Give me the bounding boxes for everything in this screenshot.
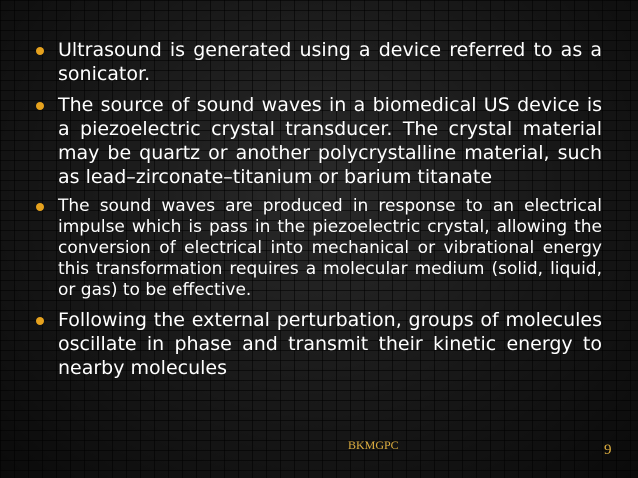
- bullet-item: [34, 38, 602, 86]
- bullet-text: The source of sound waves in a biomedical US device is a piezoelectric crystal transducer. The crystal material may be quartz or another polycrystalline material, such as lead–zirconate–titanium or barium titanate: [58, 94, 602, 188]
- bullet-item: [34, 93, 602, 189]
- bullet-dot-icon: [36, 47, 44, 55]
- bullet-dot-icon: [36, 102, 44, 110]
- bullet-text: Ultrasound is generated using a device referred to as a sonicator.: [58, 39, 602, 85]
- bullet-text: The sound waves are produced in response to an electrical impulse which is pass in the piezoelectric crystal, allowing the conversion of electrical into mechanical or vibrational energy this transformation requires a molecular medium (solid, liquid, or gas) to be effective.: [58, 196, 602, 300]
- page-number: 9: [604, 442, 612, 458]
- bullet-dot-icon: [36, 317, 44, 325]
- bullet-item: [34, 196, 602, 301]
- footer-text: BKMGPC: [348, 438, 399, 452]
- bullet-item: [34, 308, 602, 380]
- bullet-dot-icon: [36, 203, 44, 211]
- bullet-text: Following the external perturbation, groups of molecules oscillate in phase and transmit their kinetic energy to nearby molecules: [58, 309, 602, 379]
- bullet-list: [34, 38, 602, 387]
